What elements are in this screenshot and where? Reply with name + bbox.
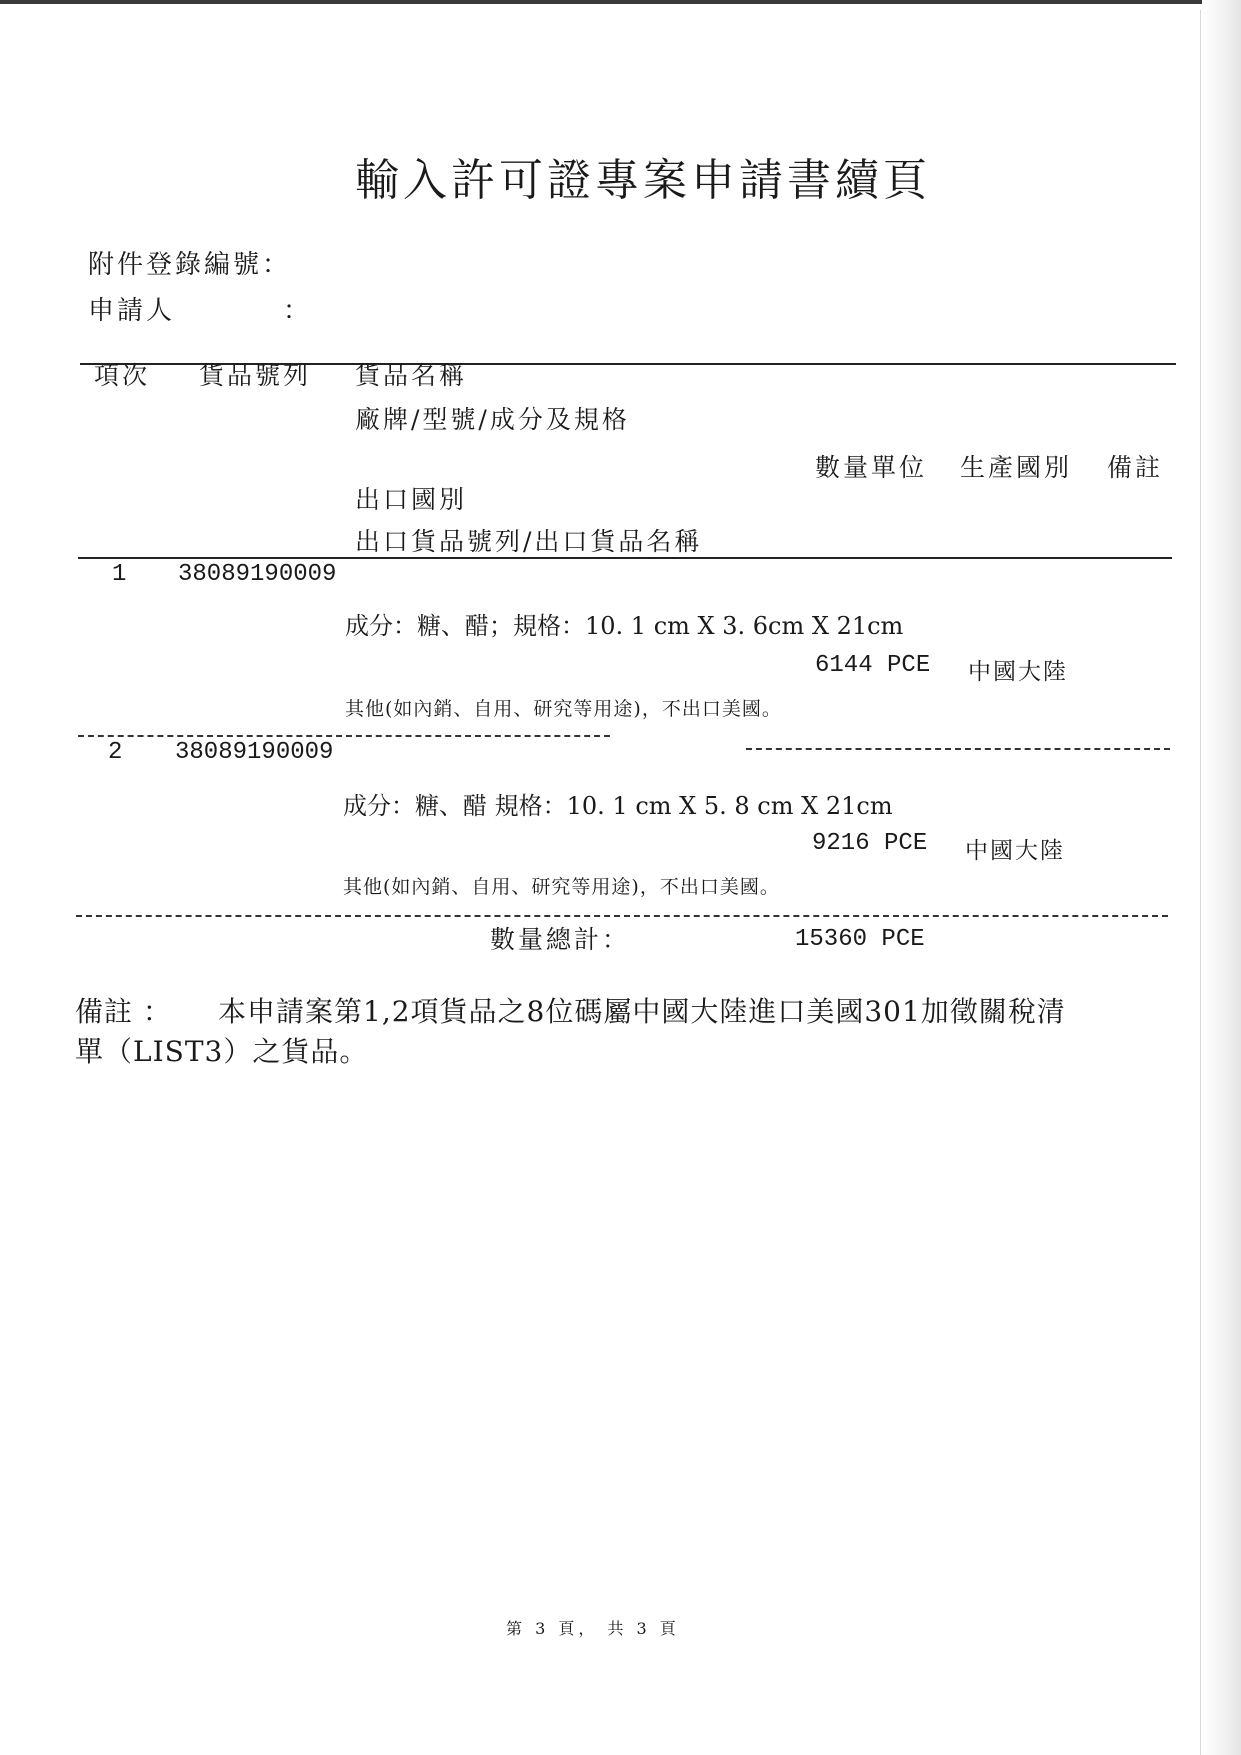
- total-label: 數量總計：: [490, 925, 631, 954]
- header-bottom-rule: [78, 557, 1172, 559]
- item-usage: 其他(如內銷、自用、研究等用途)，不出口美國。: [343, 876, 780, 898]
- total-divider: [76, 915, 1168, 917]
- page-number: 第 3 頁， 共 3 頁: [506, 1619, 680, 1638]
- item-usage: 其他(如內銷、自用、研究等用途)，不出口美國。: [345, 698, 782, 720]
- applicant-colon: ：: [283, 296, 313, 326]
- item-origin: 中國大陸: [968, 659, 1068, 685]
- applicant-label: 申請人: [88, 296, 176, 326]
- item-no: 2: [108, 739, 123, 766]
- item-qty: 6144 PCE: [815, 652, 931, 679]
- scan-edge-right: [1202, 0, 1241, 1755]
- note-line-1: 本申請案第1,2項貨品之8位碼屬中國大陸進口美國301加徵關稅清: [218, 995, 1066, 1028]
- header-export-goods: 出口貨品號列/出口貨品名稱: [355, 527, 703, 556]
- header-export-country: 出口國別: [355, 485, 468, 514]
- note-label: 備註 ：: [75, 995, 172, 1028]
- header-item-no: 項次: [94, 361, 151, 390]
- header-goods-code: 貨品號列: [199, 361, 312, 390]
- item-goods-code: 38089190009: [175, 739, 334, 766]
- item-divider-left: [78, 735, 610, 737]
- total-value: 15360 PCE: [795, 926, 925, 953]
- header-brand-spec: 廠牌/型號/成分及規格: [355, 405, 630, 434]
- scan-edge-top: [0, 0, 1241, 4]
- header-origin: 生產國別: [960, 453, 1073, 482]
- item-no: 1: [112, 561, 127, 588]
- item-spec: 成分：糖、醋 規格：10. 1 cm X 5. 8 cm X 21cm: [343, 792, 893, 820]
- document-title: 輸入許可證專案申請書續頁: [355, 155, 931, 206]
- item-divider-right: [746, 748, 1170, 750]
- header-goods-name: 貨品名稱: [355, 361, 468, 390]
- item-origin: 中國大陸: [965, 838, 1065, 864]
- attachment-number-label: 附件登錄編號：: [88, 250, 292, 280]
- note-line-2: 單（LIST3）之貨品。: [75, 1035, 369, 1068]
- item-qty: 9216 PCE: [812, 830, 928, 857]
- scan-edge-line: [1200, 10, 1201, 1755]
- item-goods-code: 38089190009: [178, 561, 337, 588]
- header-remarks: 備註: [1107, 453, 1164, 482]
- item-spec: 成分：糖、醋；規格：10. 1 cm X 3. 6cm X 21cm: [345, 612, 904, 640]
- header-qty-unit: 數量單位: [815, 453, 928, 482]
